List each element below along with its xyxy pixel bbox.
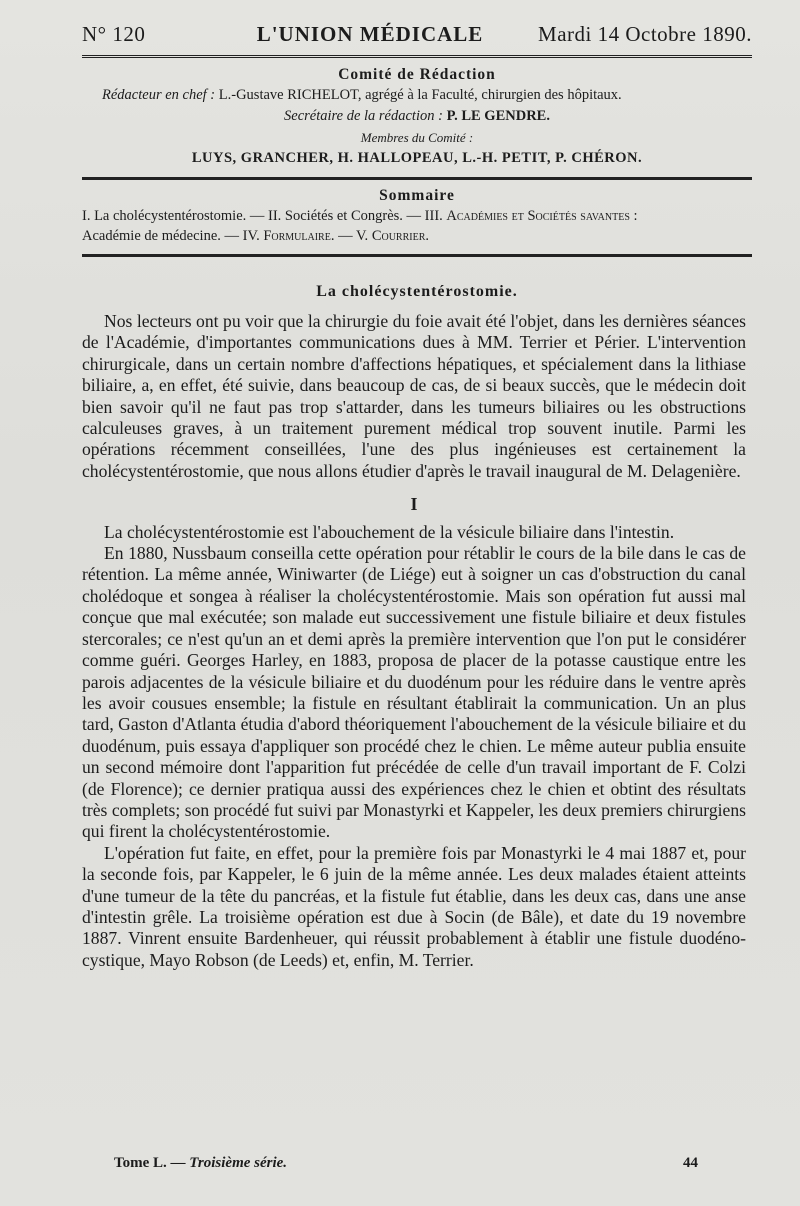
- journal-title: L'UNION MÉDICALE: [256, 22, 484, 46]
- chief-editor-label: Rédacteur en chef :: [102, 87, 216, 103]
- article-body: [82, 311, 746, 971]
- tome-label: Tome L. —: [114, 1155, 190, 1171]
- section-number: I: [410, 494, 418, 515]
- sommaire-item-smallcaps: Courrier.: [371, 228, 430, 244]
- table-of-contents: [82, 186, 752, 246]
- secretary-label: Secrétaire de la rédaction :: [284, 108, 443, 124]
- page-number: 44: [683, 1155, 698, 1171]
- sommaire-item-smallcaps: Formulaire.: [263, 228, 335, 244]
- sommaire-item-text: — V.: [334, 228, 372, 244]
- masthead: [82, 22, 752, 58]
- sommaire-item-text: Académie de médecine. — IV.: [82, 228, 264, 244]
- sommaire-line-2: [82, 226, 752, 246]
- volume-info: [114, 1155, 287, 1172]
- sommaire-item-smallcaps: Académies et Sociétés savantes :: [446, 208, 638, 224]
- divider-rule: [82, 177, 752, 180]
- chief-editor-line: [102, 85, 752, 106]
- issue-number: N° 120: [82, 22, 146, 46]
- article-title: La cholécystentérostomie.: [316, 283, 518, 300]
- issue-date: Mardi 14 Octobre 1890.: [538, 22, 752, 46]
- members-list: LUYS, GRANCHER, H. HALLOPEAU, L.-H. PETIT, P. CHÉRON.: [191, 150, 643, 166]
- sommaire-title: Sommaire: [379, 187, 455, 204]
- paragraph: Nos lecteurs ont pu voir que la chirurgie du foie avait été l'objet, dans les dernières séances de l'Académie, d'importantes communications dues à MM. Terrier et Périer. L'intervention chirurgicale, dans un certain nombre d'affections hépatiques, et spécialement dans la lithiase biliaire, a, en effet, été suivie, dans beaucoup de cas, de si beaux succès, que le médecin doit bien savoir qu'il ne faut pas trop s'attarder, dans les tumeurs biliaires ou les obstructions calculeuses graves, à un traitement purement médical trop souvent inutile. Parmi les opérations récemment conseillées, l'une des plus ingénieuses est certainement la cholécystentérostomie, que nous allons étudier d'après le travail inaugural de M. Delagenière.: [82, 311, 746, 481]
- divider-rule: [82, 254, 752, 257]
- members-label: Membres du Comité :: [360, 130, 474, 145]
- secretary-line: [82, 106, 752, 127]
- sommaire-item-text: I. La cholécystentérostomie. — II. Sociétés et Congrès. — III.: [82, 208, 447, 224]
- paragraph: En 1880, Nussbaum conseilla cette opération pour rétablir le cours de la bile dans le cas de rétention. La même année, Winiwarter (de Liége) eut à soigner un cas d'obstruction du canal cholédoque et songea à réaliser la cholécystentérostomie. Mais son opération fut aussi mal conçue que mal exécutée; son malade eut successivement une fistule biliaire et deux fistules stercorales; ce n'est qu'un an et demi après la première intervention que l'on put le considérer comme guéri. Georges Harley, en 1883, proposa de placer de la potasse caustique entre les parois adjacentes de la vésicule biliaire et du duodénum pour les réduire dans le ventre après les avoir cousues ensemble; la fistule en résultant établirait la communication. Un an plus tard, Gaston d'Atlanta étudia d'abord théoriquement l'abouchement de la vésicule biliaire et du duodénum, puis essaya d'appliquer son procédé chez le chien. Le même auteur publia ensuite un second mémoire dont l'apparition fut précédée de celle d'un travail important de F. Colzi (de Florence); ce dernier pratiqua aussi des expériences chez le chien et obtint des résultats très complets; son procédé fut suivi par Monastyrki et Kappeler, les deux premiers chirurgiens qui firent la cholécystentérostomie.: [82, 543, 746, 842]
- paragraph: La cholécystentérostomie est l'abouchement de la vésicule biliaire dans l'intestin.: [104, 521, 675, 542]
- editorial-committee: [82, 64, 752, 169]
- series-label: Troisième série.: [189, 1155, 288, 1171]
- committee-title: Comité de Rédaction: [338, 66, 496, 83]
- sommaire-line-1: [82, 206, 752, 226]
- paragraph: L'opération fut faite, en effet, pour la première fois par Monastyrki le 4 mai 1887 et, pour la seconde fois, par Kappeler, le 6 juin de la même année. Les deux malades étaient atteints d'une tumeur de la tête du pancréas, et la fistule fut établie, dans les deux cas, dans une anse d'intestin grêle. La troisième opération est due à Socin (de Bâle), et date du 19 novembre 1887. Vinrent ensuite Bardenheuer, qui réussit probablement à établir une fistule duodéno-cystique, Mayo Robson (de Leeds) et, enfin, M. Terrier.: [82, 842, 746, 970]
- chief-editor-text: L.-Gustave RICHELOT, agrégé à la Faculté, chirurgien des hôpitaux.: [218, 87, 622, 103]
- page-footer: [114, 1155, 698, 1172]
- secretary-name: P. LE GENDRE.: [446, 108, 550, 124]
